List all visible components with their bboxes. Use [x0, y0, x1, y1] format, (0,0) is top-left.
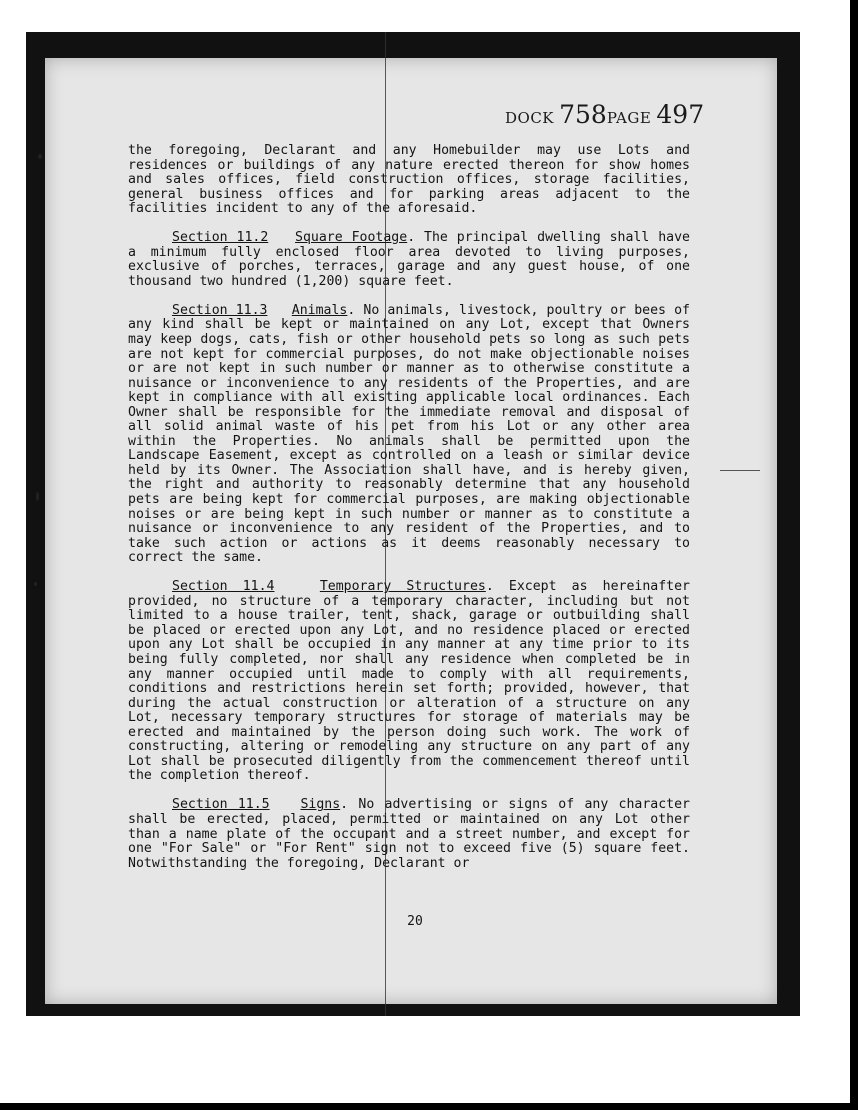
section-number: Section 11.2: [172, 230, 269, 246]
scan-edge-bottom: [0, 1103, 858, 1110]
section-11-2: [128, 231, 690, 289]
section-title: Square Footage: [295, 230, 408, 246]
section-text: . The principal dwelling shall have a minimum fully enclosed floor area devoted to living purposes, exclusive of porches, terraces, garage and any guest house, of one thousand two hundred (1,200) square feet.: [128, 230, 690, 289]
section-title: Animals: [291, 302, 348, 318]
paragraph-text: the foregoing, Declarant and any Homebuilder may use Lots and residences or buildings of any nature erected thereon for show homes and sales offices, field construction offices, storage facilities, general business offices and for parking areas adjacent to the facilities incident to any of the aforesaid.: [128, 143, 690, 217]
page-number: 20: [407, 914, 423, 929]
paragraph-continuation: [128, 144, 690, 217]
scan-speck: [38, 154, 42, 159]
book-label: DOCK: [505, 109, 555, 127]
section-11-4: [128, 580, 690, 784]
section-11-5: [128, 798, 690, 871]
section-number: Section 11.4: [172, 579, 275, 595]
scan-edge-right: [850, 0, 858, 1110]
scan-streak: [720, 470, 760, 471]
section-number: Section 11.3: [172, 302, 268, 318]
section-text: . No advertising or signs of any character shall be erected, placed, permitted or maintained on any Lot other than a name plate of the occupant and a street number, and except for one "For Sale" or "For Rent" sign not to exceed five (5) square feet. Notwithstanding the foregoing, Declarant or: [128, 797, 690, 871]
document-body: [128, 144, 690, 886]
section-title: Signs: [300, 797, 341, 813]
section-title: Temporary Structures: [319, 579, 486, 595]
scan-speck: [36, 492, 39, 501]
book-number: 758: [559, 100, 607, 129]
section-text: . No animals, livestock, poultry or bees of any kind shall be kept or maintained on any Lot, except that Owners may keep dogs, cats, fish or other household pets so long as such pets are not kept for commercial purposes, do not make objectionable noises or are not kept in such number or manner as to otherwise constitute a nuisance or inconvenience to any residents of the Properties, and are kept in compliance with all existing applicable local ordinances. Each Owner shall be responsible for the immediate removal and disposal of all solid animal waste of his pet from his Lot or any other area within the Properties. No animals shall be permitted upon the Landscape Easement, except as controlled on a leash or similar device held by its Owner. The Association shall have, and is hereby given, the right and authority to reasonably determine that any household pets are being kept for commercial purposes, are making objectionable noises or are being kept in such number or manner as to constitute a nuisance or inconvenience to any resident of the Properties, and to take such action or actions as it deems reasonably necessary to correct the same.: [128, 302, 690, 566]
section-text: . Except as hereinafter provided, no structure of a temporary character, including but not limited to a house trailer, tent, shack, garage or outbuilding shall be placed or erected upon any Lot, and no residence placed or erected upon any Lot shall be occupied in any manner at any time prior to its being fully completed, nor shall any residence when completed be in any manner occupied until made to comply with all requirements, conditions and restrictions herein set forth; provided, however, that during the actual construction or alteration of a structure on any Lot, necessary temporary structures for storage of materials may be erected and maintained by the person doing such work. The work of constructing, altering or remodeling any structure on any part of any Lot shall be prosecuted diligently from the commencement thereof until the completion thereof.: [128, 579, 690, 784]
page-reference: 497: [656, 100, 705, 129]
scan-speck: [34, 582, 37, 586]
page-label: PAGE: [606, 109, 652, 127]
book-page-stamp: [505, 100, 704, 129]
section-11-3: [128, 304, 690, 566]
section-number: Section 11.5: [172, 797, 270, 813]
